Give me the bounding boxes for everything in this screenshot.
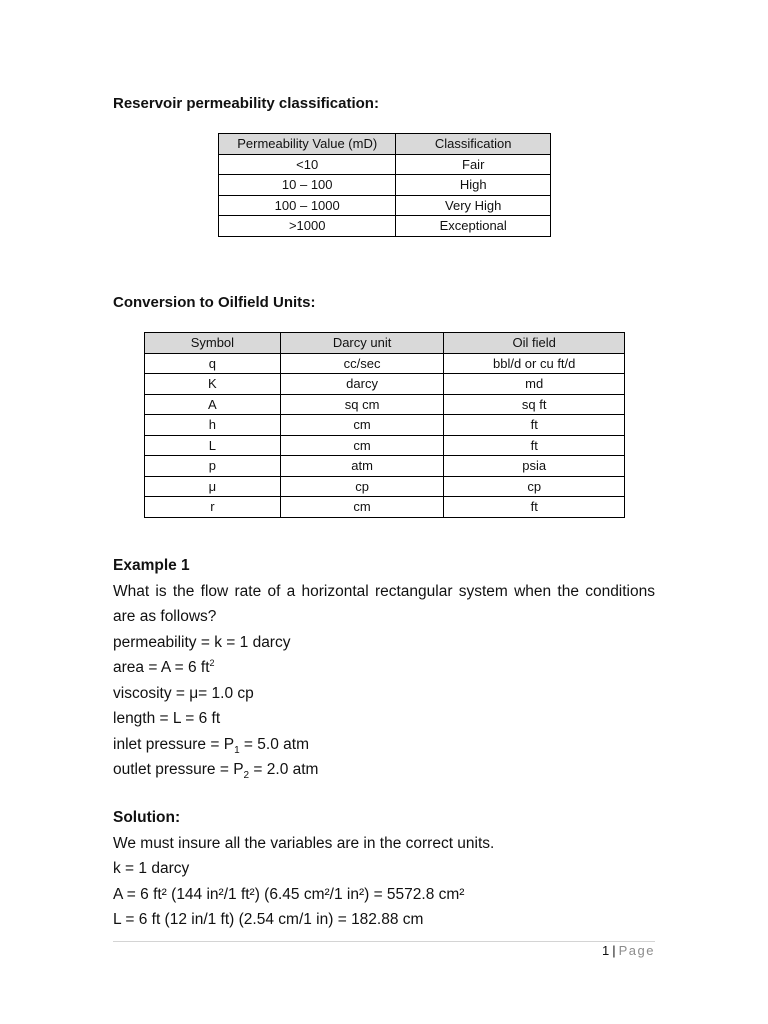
example-inlet-pressure	[113, 732, 655, 758]
table-row	[145, 415, 625, 436]
table-cell: q	[145, 353, 281, 374]
table-cell: L	[145, 435, 281, 456]
table-cell: cc/sec	[280, 353, 444, 374]
table-cell: r	[145, 497, 281, 518]
table-cell: 100 – 1000	[219, 195, 396, 216]
table-cell: darcy	[280, 374, 444, 395]
table-cell: Exceptional	[396, 216, 551, 237]
solution-line: We must insure all the variables are in the correct units.	[113, 834, 495, 852]
example-outlet-pressure	[113, 757, 655, 783]
table-cell: ft	[444, 415, 625, 436]
table-header-cell: Permeability Value (mD)	[219, 134, 396, 155]
subscript: 2	[243, 770, 250, 782]
table-header-row	[219, 134, 551, 155]
table-header-cell: Symbol	[145, 333, 281, 354]
superscript: 2	[209, 657, 215, 668]
table-row	[219, 195, 551, 216]
solution-length-equation: L = 6 ft (12 in/1 ft) (2.54 cm/1 in) = 182.88 cm	[113, 911, 424, 928]
table-cell: Very High	[396, 195, 551, 216]
table-header-cell: Classification	[396, 134, 551, 155]
page-footer	[602, 943, 655, 958]
table-cell: High	[396, 175, 551, 196]
solution-title: Solution:	[113, 809, 181, 826]
example-permeability: permeability = k = 1 darcy	[113, 633, 291, 651]
table-row	[219, 154, 551, 175]
permeability-heading: Reservoir permeability classification:	[113, 95, 379, 112]
table-cell: 10 – 100	[219, 175, 396, 196]
table-cell: md	[444, 374, 625, 395]
table-cell: K	[145, 374, 281, 395]
table-cell: ft	[444, 435, 625, 456]
conversion-table	[144, 332, 625, 518]
page-number: 1	[602, 943, 610, 958]
table-cell: <10	[219, 154, 396, 175]
table-row	[145, 476, 625, 497]
example-title: Example 1	[113, 557, 190, 574]
table-header-row	[145, 333, 625, 354]
table-cell: atm	[280, 456, 444, 477]
table-row	[145, 394, 625, 415]
conversion-heading: Conversion to Oilfield Units:	[113, 294, 316, 311]
table-cell: p	[145, 456, 281, 477]
table-cell: h	[145, 415, 281, 436]
solution-line: k = 1 darcy	[113, 860, 190, 877]
solution-section	[113, 805, 655, 933]
table-row	[145, 374, 625, 395]
solution-area-equation: A = 6 ft² (144 in²/1 ft²) (6.45 cm²/1 in²) = 5572.8 cm²	[113, 885, 465, 903]
table-row	[145, 435, 625, 456]
example-length: length = L = 6 ft	[113, 710, 221, 727]
table-cell: μ	[145, 476, 281, 497]
example-viscosity: viscosity = μ= 1.0 cp	[113, 684, 254, 702]
table-cell: cp	[444, 476, 625, 497]
table-row	[145, 497, 625, 518]
example-question: What is the flow rate of a horizontal rectangular system when the conditions are as follows?	[113, 582, 655, 625]
table-cell: sq ft	[444, 394, 625, 415]
inlet-pressure-value: = 5.0 atm	[239, 735, 309, 753]
outlet-pressure-value: = 2.0 atm	[249, 761, 319, 778]
permeability-table	[218, 133, 551, 237]
example-area	[113, 655, 655, 681]
table-header-cell: Darcy unit	[280, 333, 444, 354]
table-header-cell: Oil field	[444, 333, 625, 354]
table-cell: Fair	[396, 154, 551, 175]
example-area-text: area = A = 6 ft	[113, 659, 210, 676]
table-row	[219, 216, 551, 237]
table-cell: cm	[280, 415, 444, 436]
table-cell: psia	[444, 456, 625, 477]
table-cell: cm	[280, 497, 444, 518]
table-cell: sq cm	[280, 394, 444, 415]
footer-divider	[113, 941, 655, 942]
page-label: Page	[618, 943, 655, 958]
outlet-pressure-label: outlet pressure = P	[113, 761, 244, 778]
subscript: 1	[234, 744, 240, 756]
footer-separator: |	[612, 943, 616, 958]
table-row	[145, 353, 625, 374]
example-section	[113, 553, 655, 783]
table-cell: bbl/d or cu ft/d	[444, 353, 625, 374]
table-row	[219, 175, 551, 196]
inlet-pressure-label: inlet pressure = P	[113, 735, 235, 753]
table-cell: cp	[280, 476, 444, 497]
table-cell: cm	[280, 435, 444, 456]
table-cell: >1000	[219, 216, 396, 237]
table-cell: A	[145, 394, 281, 415]
table-cell: ft	[444, 497, 625, 518]
table-row	[145, 456, 625, 477]
